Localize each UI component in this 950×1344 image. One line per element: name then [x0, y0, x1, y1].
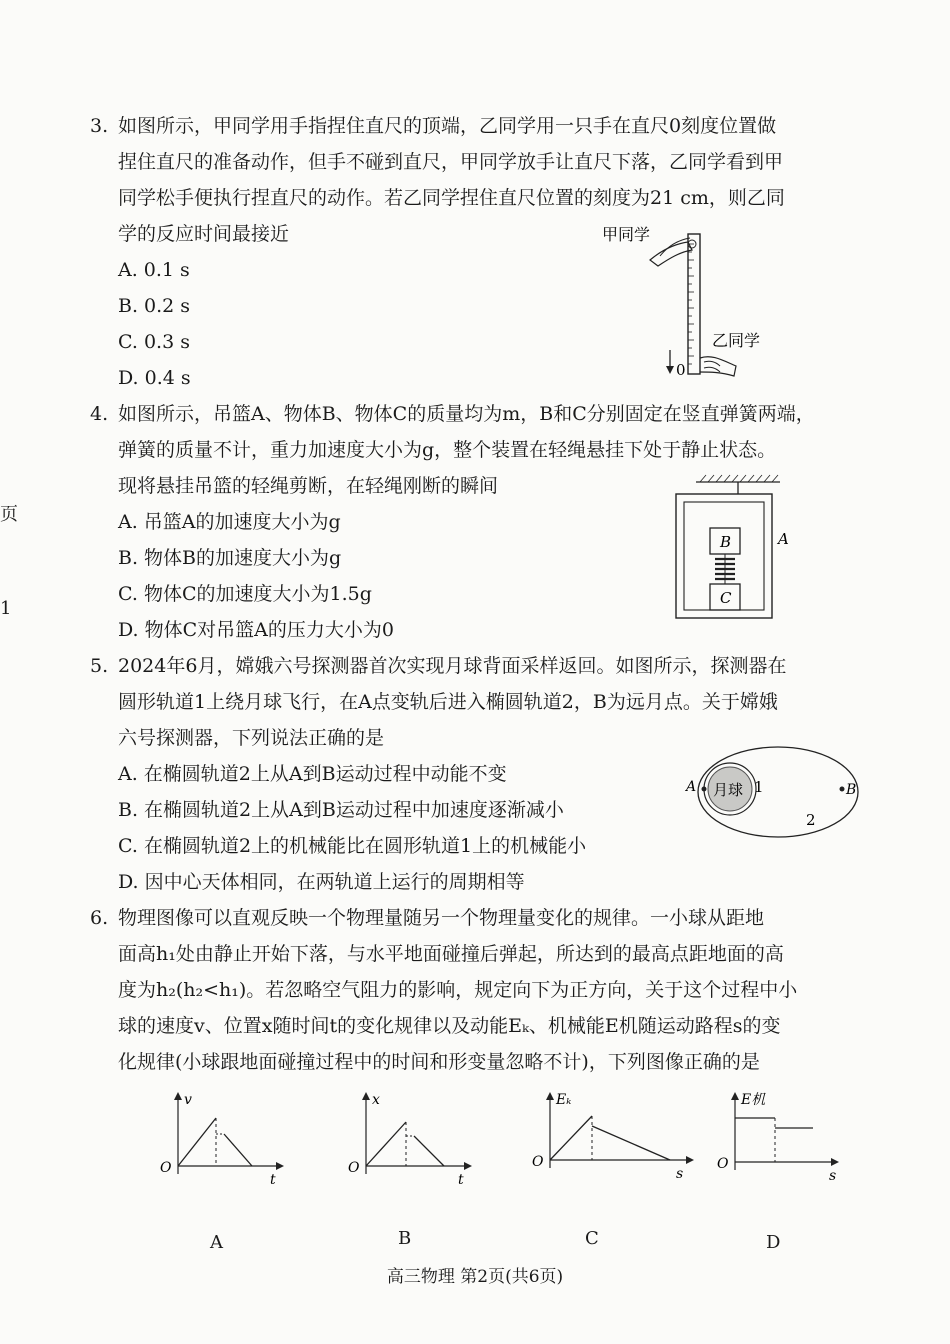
axis-label-y: E机 — [741, 1092, 766, 1108]
point-b — [840, 787, 845, 792]
origin-label: O — [532, 1154, 544, 1170]
q4-basket-figure — [670, 472, 810, 632]
q5-line: 圆形轨道1上绕月球飞行，在A点变轨后进入椭圆轨道2，B为远月点。关于嫦娥 — [118, 691, 778, 713]
label-b: B — [846, 782, 857, 798]
q3-label-jia: 甲同学 — [602, 225, 651, 244]
axis-label-x: s — [676, 1166, 684, 1182]
q3-line: 学的反应时间最接近 — [118, 223, 290, 245]
orbit1-label: 1 — [754, 778, 764, 796]
q4-option-c: C. 物体C的加速度大小为1.5g — [118, 583, 372, 605]
q6-line: 球的速度v、位置x随时间t的变化规律以及动能Eₖ、机械能E机随运动路程s的变 — [118, 1015, 781, 1037]
q3-option-b: B. 0.2 s — [118, 295, 191, 317]
q5-orbit-figure — [680, 752, 870, 844]
q6-line: 物理图像可以直观反映一个物理量随另一个物理量变化的规律。一小球从距地 — [118, 907, 765, 929]
axis-label-x: s — [829, 1168, 837, 1184]
q4-option-b: B. 物体B的加速度大小为g — [118, 547, 342, 569]
orbit2-label: 2 — [806, 811, 816, 829]
axis-label-y: v — [184, 1092, 192, 1108]
graph-choice-c: C — [585, 1228, 599, 1249]
axis-label-y: x — [372, 1092, 380, 1108]
hand-bottom-icon — [700, 357, 736, 376]
label-a: A — [686, 779, 697, 795]
q3-line: 同学松手便执行捏直尺的动作。若乙同学捏住直尺位置的刻度为21 cm，则乙同 — [118, 187, 785, 209]
label-b: B — [720, 533, 732, 551]
q3-line: 捏住直尺的准备动作，但手不碰到直尺，甲同学放手让直尺下落，乙同学看到甲 — [118, 151, 784, 173]
q3-ruler-figure — [600, 220, 780, 390]
q6-number: 6. — [90, 907, 109, 929]
q6-graph-c — [530, 1090, 700, 1190]
q5-option-b: B. 在椭圆轨道2上从A到B运动过程中加速度逐渐减小 — [118, 799, 564, 821]
q4-line: 弹簧的质量不计，重力加速度大小为g，整个装置在轻绳悬挂下处于静止状态。 — [118, 439, 777, 461]
q5-option-d: D. 因中心天体相同，在两轨道上运行的周期相等 — [118, 871, 525, 893]
q6-graph-a — [158, 1090, 288, 1190]
axis-label-y: Eₖ — [556, 1092, 572, 1108]
ruler — [688, 234, 700, 374]
q5-option-a: A. 在椭圆轨道2上从A到B运动过程中动能不变 — [118, 763, 507, 785]
q4-line: 现将悬挂吊篮的轻绳剪断，在轻绳刚断的瞬间 — [118, 475, 499, 497]
q5-option-c: C. 在椭圆轨道2上的机械能比在圆形轨道1上的机械能小 — [118, 835, 587, 857]
q6-line: 化规律(小球跟地面碰撞过程中的时间和形变量忽略不计)，下列图像正确的是 — [118, 1051, 760, 1073]
axis-label-x: t — [458, 1172, 464, 1188]
q3-zero-label: 0 — [676, 361, 686, 379]
q6-graph-d — [715, 1090, 855, 1190]
graph-choice-d: D — [766, 1232, 781, 1253]
q4-option-a: A. 吊篮A的加速度大小为g — [118, 511, 341, 533]
q5-number: 5. — [90, 655, 109, 677]
graph-choice-b: B — [398, 1228, 412, 1249]
margin-mark: 页 — [0, 504, 18, 525]
q6-line: 度为h₂(h₂<h₁)。若忽略空气阻力的影响，规定向下为正方向，关于这个过程中小 — [118, 979, 798, 1001]
origin-label: O — [348, 1160, 360, 1176]
q3-option-d: D. 0.4 s — [118, 367, 191, 389]
q4-line: 如图所示，吊篮A、物体B、物体C的质量均为m，B和C分别固定在竖直弹簧两端， — [118, 403, 815, 425]
point-a — [702, 787, 707, 792]
q6-graph-b — [346, 1090, 476, 1190]
q5-line: 六号探测器，下列说法正确的是 — [118, 727, 385, 749]
q3-number: 3. — [90, 115, 109, 137]
q3-label-yi: 乙同学 — [712, 331, 761, 350]
q5-line: 2024年6月，嫦娥六号探测器首次实现月球背面采样返回。如图所示，探测器在 — [118, 655, 787, 677]
q3-line: 如图所示，甲同学用手指捏住直尺的顶端，乙同学用一只手在直尺0刻度位置做 — [118, 115, 777, 137]
page-footer: 高三物理 第2页(共6页) — [386, 1267, 564, 1287]
origin-label: O — [160, 1160, 172, 1176]
axis-label-x: t — [270, 1172, 276, 1188]
q3-option-c: C. 0.3 s — [118, 331, 190, 353]
q6-line: 面高h₁处由静止开始下落，与水平地面碰撞后弹起，所达到的最高点距地面的高 — [118, 943, 784, 965]
q4-option-d: D. 物体C对吊篮A的压力大小为0 — [118, 619, 394, 641]
q4-number: 4. — [90, 403, 109, 425]
margin-mark: 1 — [0, 598, 12, 619]
moon-label: 月球 — [713, 781, 744, 799]
label-a: A — [778, 530, 789, 548]
origin-label: O — [717, 1156, 729, 1172]
graph-choice-a: A — [210, 1232, 223, 1253]
q3-option-a: A. 0.1 s — [118, 259, 190, 281]
label-c: C — [720, 589, 732, 607]
